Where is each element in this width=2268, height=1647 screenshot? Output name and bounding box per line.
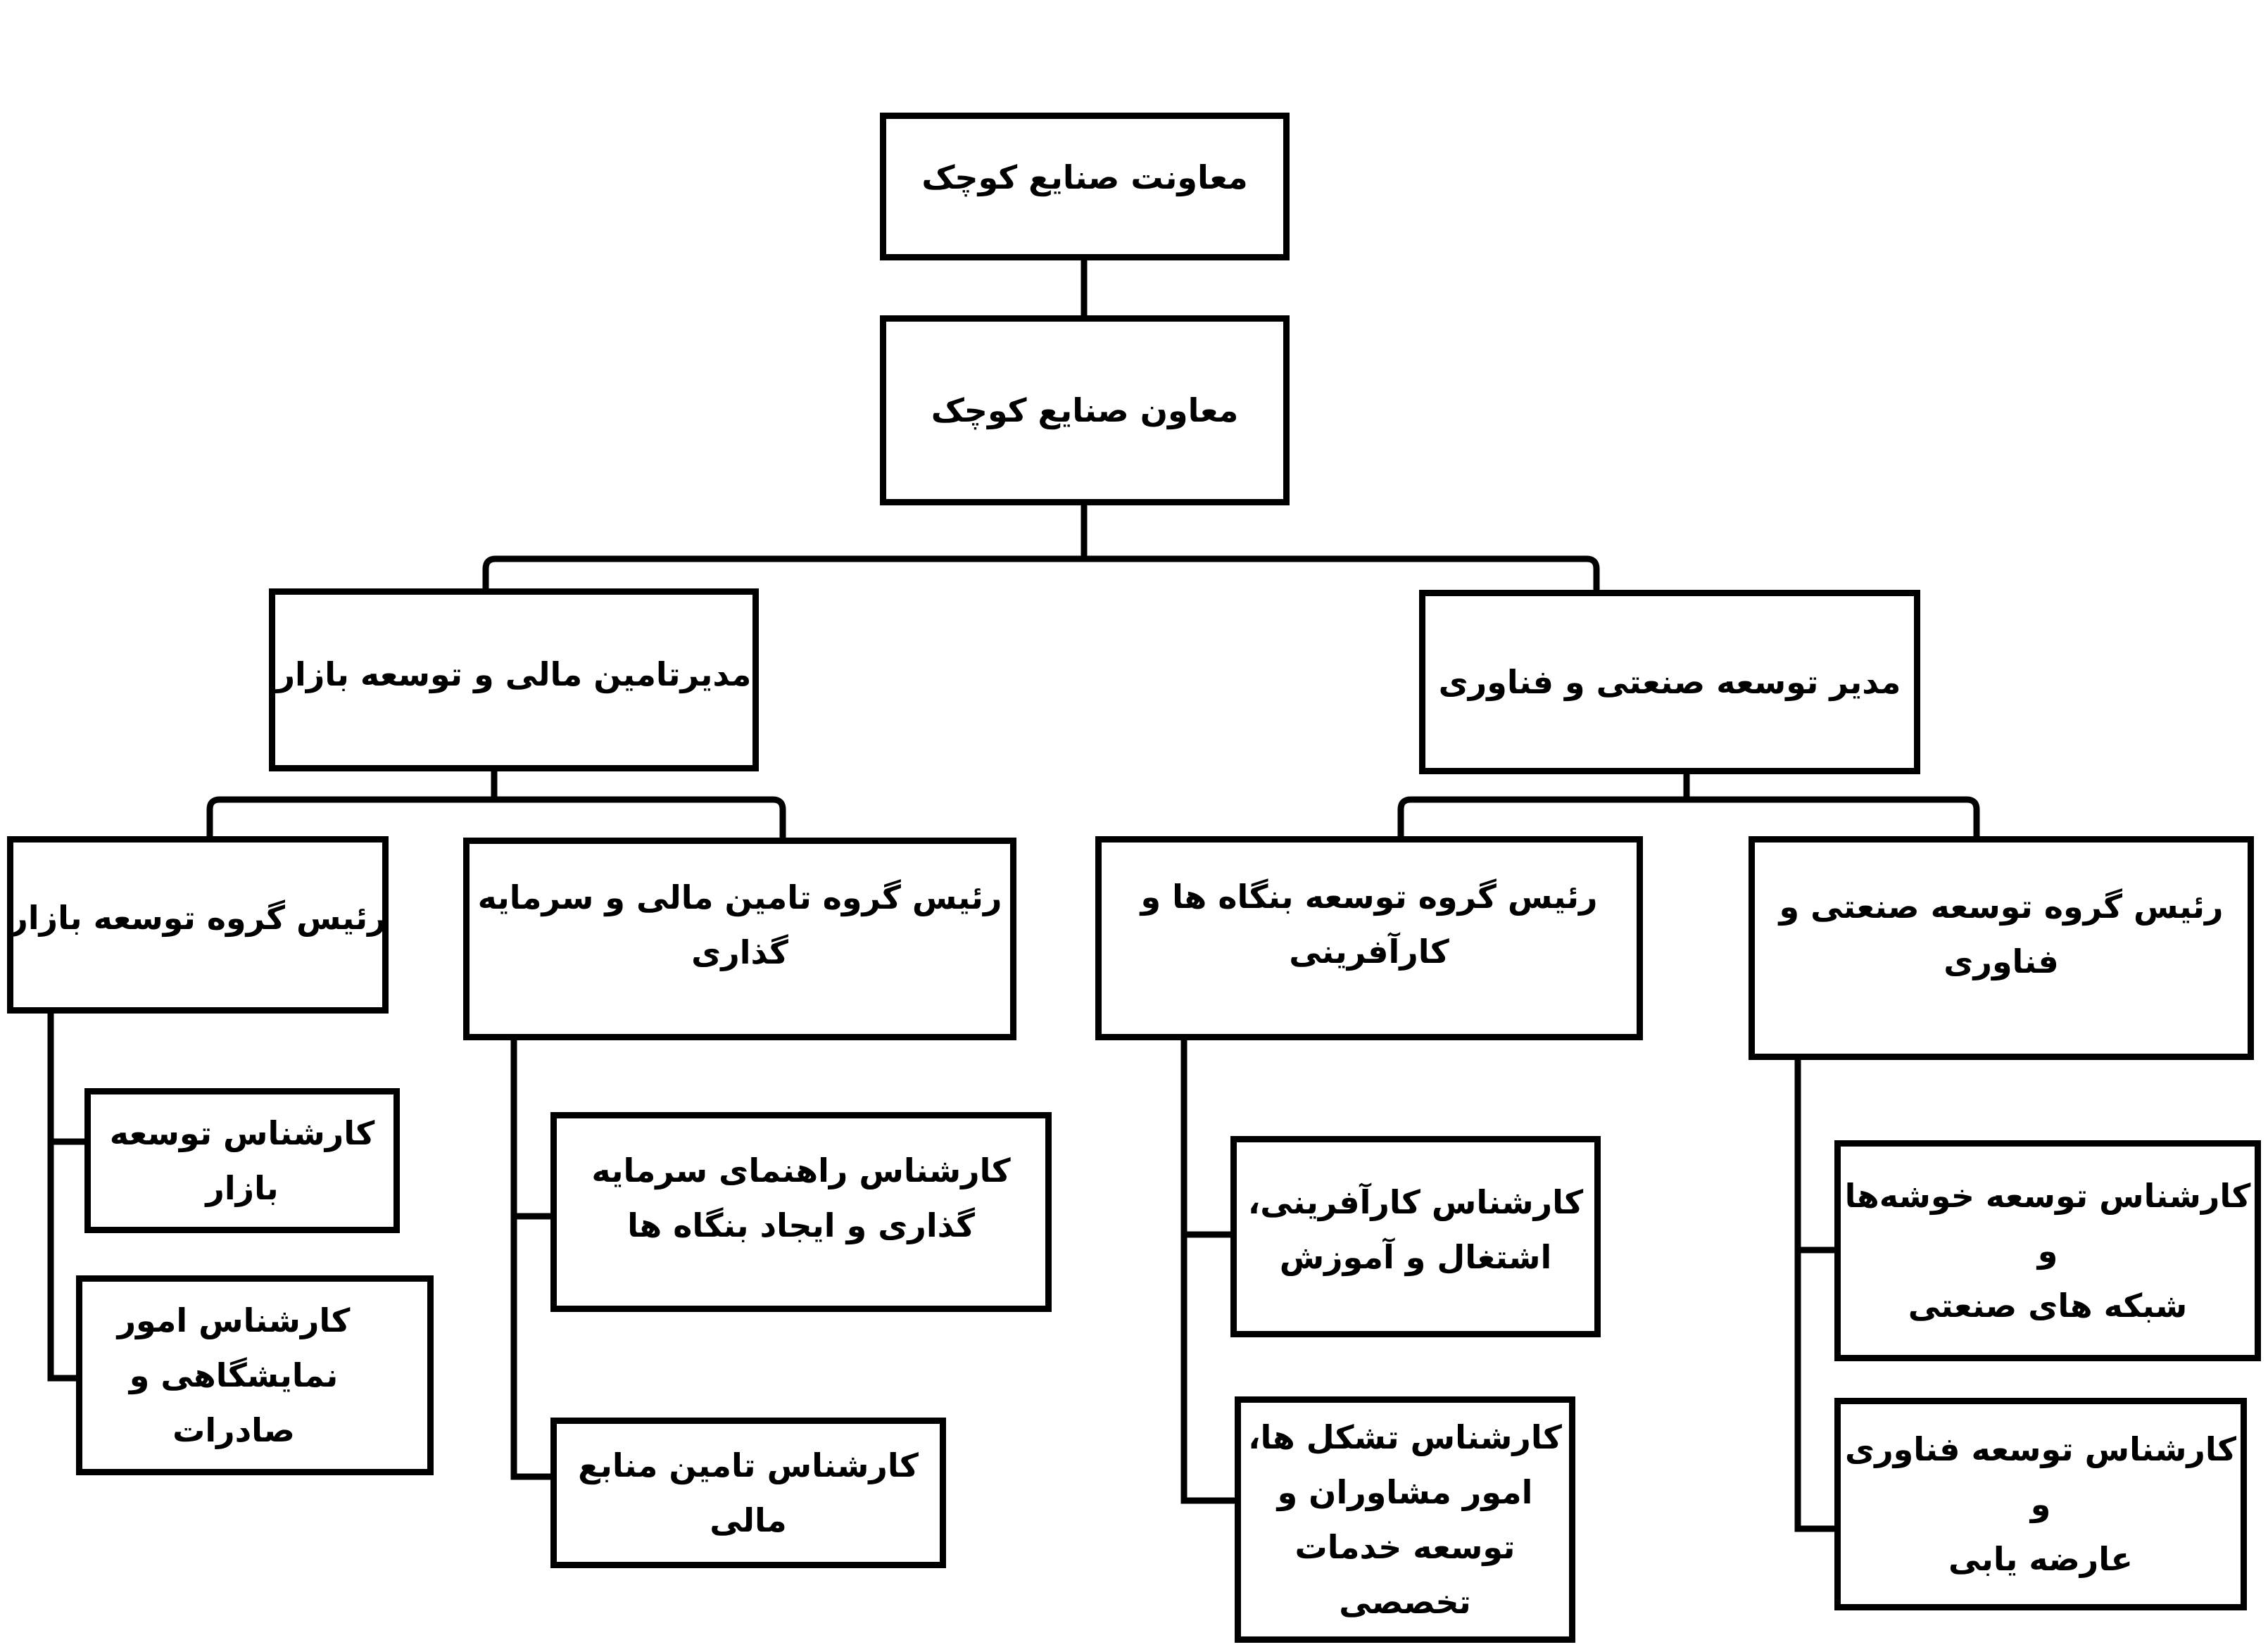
node-text-line: مدیر توسعه صنعتی و فناوری [1438,663,1901,701]
node-text-line: کارآفرینی [1289,933,1449,971]
node-small-industries-deputy-office [880,113,1290,260]
node-text-line: رئیس گروه توسعه صنعتی و [1779,888,2224,926]
node-text-line: شبکه های صنعتی [1908,1287,2188,1325]
node-associations-consulting-expert [1235,1396,1575,1643]
connector-finance-head-experts [514,1037,553,1477]
node-text-line: کارشناس توسعه فناوری [1845,1430,2236,1468]
connector-industry-manager-bus [1401,800,1977,839]
node-small-industries-deputy [880,315,1290,505]
node-investment-guide-expert [550,1112,1052,1312]
node-text-line: کارشناس راهنمای سرمایه [591,1151,1011,1190]
node-market-development-expert [84,1088,400,1233]
node-text-line: عارضه یابی [1948,1540,2133,1578]
node-text-line: و [2030,1485,2051,1523]
connector-finance-manager-bus [210,800,783,840]
node-text-line: کارشناس امور [117,1301,351,1339]
node-text-line: اشتغال و آموزش [1279,1238,1552,1276]
node-text-line: و [2037,1232,2058,1270]
node-text-line: مالی [710,1501,787,1539]
connector-managers-bus [486,559,1596,593]
node-text-line: کارشناس توسعه [109,1114,375,1152]
node-text-line: رئیس گروه توسعه بازار [9,899,386,937]
node-text-line: کارشناس توسعه خوشه‌ها [1844,1177,2251,1215]
node-finance-market-manager [269,588,759,771]
node-text-line: صادرات [172,1411,295,1449]
node-text-line: بازار [206,1169,279,1207]
node-exhibition-export-expert [76,1275,434,1475]
node-text-line: معاون صنایع کوچک [931,391,1239,429]
connector-industry-head-experts [1798,1057,1839,1529]
node-market-development-head [7,836,389,1014]
node-text-line: رئیس گروه توسعه بنگاه ها و [1140,878,1598,916]
connector-market-head-experts [51,1011,79,1378]
node-cluster-network-expert [1834,1140,2261,1361]
node-text-line: مدیرتامین مالی و توسعه بازار [276,655,752,693]
node-text-line: امور مشاوران و [1277,1473,1533,1511]
node-entrepreneurship-employment-expert [1230,1136,1601,1337]
node-industry-technology-head [1749,836,2254,1060]
node-text-line: کارشناس کارآفرینی، [1247,1183,1584,1221]
node-text-line: نمایشگاهی و [129,1356,339,1394]
node-text-line: معاونت صنایع کوچک [921,158,1248,196]
node-enterprise-entrepreneurship-head [1095,836,1643,1040]
node-text-line: کارشناس تشکل ها، [1248,1418,1562,1456]
node-text-line: توسعه خدمات [1294,1528,1516,1566]
node-text-line: کارشناس تامین منابع [578,1446,919,1484]
node-text-line: تخصصی [1339,1583,1471,1621]
node-text-line: فناوری [1943,942,2059,980]
node-technology-diagnosis-expert [1834,1398,2247,1610]
node-text-line: رئیس گروه تامین مالی و سرمایه [477,878,1002,916]
node-text-line: گذاری [691,933,788,971]
node-industry-technology-manager [1419,590,1920,774]
node-funding-expert [550,1418,946,1568]
node-finance-investment-head [463,838,1016,1040]
node-text-line: گذاری و ایجاد بنگاه ها [627,1206,975,1244]
